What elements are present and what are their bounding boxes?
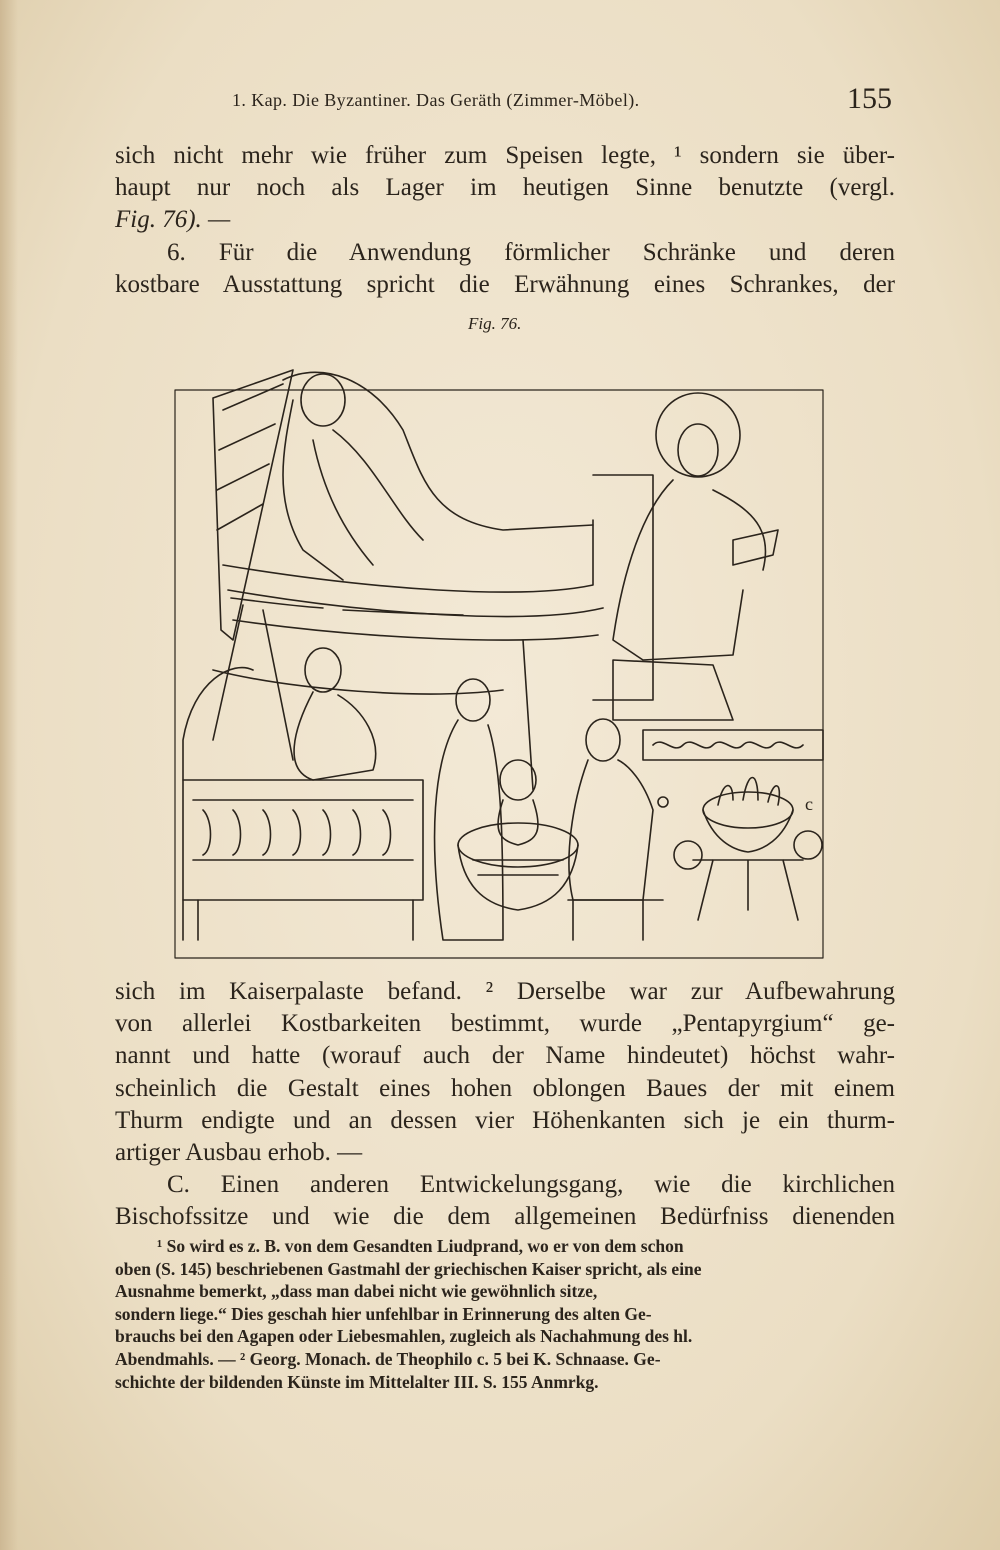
running-head-title: 1. Kap. Die Byzantiner. Das Geräth (Zimmer-Möbel). — [232, 90, 640, 110]
footnote-line: Abendmahls. — ² Georg. Monach. de Theophilo c. 5 bei K. Schnaase. Ge- — [115, 1348, 661, 1369]
footnote-line: brauchs bei den Agapen oder Liebesmahlen, zugleich als Nachahmung des hl. — [115, 1326, 693, 1347]
figure-label-c: c — [805, 794, 813, 814]
text-line: artiger Ausbau erhob. — — [115, 1138, 363, 1166]
lower-canopy — [213, 605, 533, 790]
lower-bed — [183, 648, 423, 940]
figure-frame — [175, 390, 823, 958]
text-line: Fig. 76). — — [115, 206, 231, 234]
text-line: Bischofssitze und wie die dem allgemeinen Bedürfniss dienenden — [115, 1203, 895, 1231]
text-line: Thurm endigte und an dessen vier Höhenkanten sich je ein thurm- — [115, 1106, 895, 1134]
footnote-line: oben (S. 145) beschriebenen Gastmahl der griechischen Kaiser spricht, als eine — [115, 1258, 702, 1279]
body-text-top — [115, 140, 895, 301]
infant-and-basin — [458, 760, 578, 910]
body-text-bottom — [115, 976, 895, 1234]
text-line: haupt nur noch als Lager im heutigen Sinne benutzte (vergl. — [115, 174, 895, 202]
text-line: von allerlei Kostbarkeiten bestimmt, wurde „Pentapyrgium“ ge- — [115, 1010, 895, 1038]
figure-caption: Fig. 76. — [468, 314, 522, 333]
text-line: C. Einen anderen Entwickelungsgang, wie die kirchlichen — [167, 1171, 895, 1199]
text-line: sich im Kaiserpalaste befand. ² Derselbe war zur Aufbewahrung — [115, 978, 895, 1005]
bed-frame — [223, 520, 603, 640]
text-line: nannt und hatte (worauf auch der Name hindeutet) höchst wahr- — [115, 1042, 895, 1070]
page-number: 155 — [847, 82, 892, 115]
brazier — [643, 730, 823, 920]
footnotes — [115, 1235, 895, 1393]
text-line: 6. Für die Anwendung förmlicher Schränke und deren — [167, 238, 895, 266]
text-line: scheinlich die Gestalt eines hohen oblongen Baues der mit einem — [115, 1074, 895, 1102]
page-edge-shadow — [0, 0, 18, 1550]
footnote-line: Ausnahme bemerkt, „dass man dabei nicht wie gewöhnlich sitze, — [115, 1281, 598, 1302]
seated-saint — [593, 393, 778, 720]
bed-headboard — [213, 370, 293, 640]
standing-figures — [435, 679, 663, 940]
text-line: kostbare Ausstattung spricht die Erwähnung eines Schrankes, der — [115, 270, 895, 298]
reclining-figure — [283, 372, 593, 580]
figure-76-engraving — [173, 340, 825, 962]
footnote-line: sondern liege.“ Dies geschah hier unfehlbar in Erinnerung des alten Ge- — [115, 1303, 652, 1324]
text-line: sich nicht mehr wie früher zum Speisen legte, ¹ sondern sie über- — [115, 142, 895, 169]
running-head — [232, 82, 892, 120]
footnote-line: schichte der bildenden Künste im Mittelalter III. S. 155 Anmrkg. — [115, 1371, 599, 1392]
footnote-line: ¹ So wird es z. B. von dem Gesandten Liudprand, wo er von dem schon — [157, 1236, 684, 1256]
